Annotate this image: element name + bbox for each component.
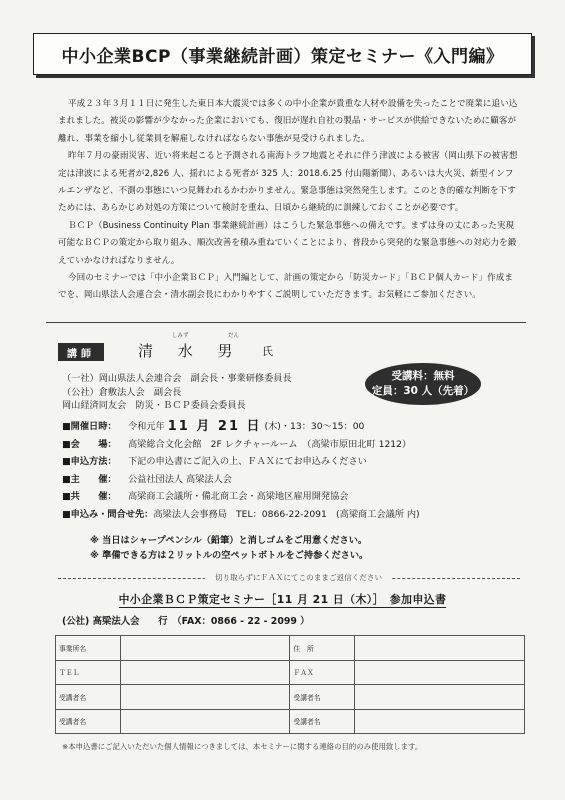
affiliation-line: 岡山経済同友会 防災・ＢＣＰ委員会委員長 [62, 400, 246, 412]
affiliation-line: （公社）倉敷法人会 副会長 [62, 386, 182, 398]
intro-paragraph: 昨年７月の豪雨災害、近い将来起こると予測される南海トラフ地震とそれに伴う津波による被害（岡山県下の被害想定は津波による死者が2,826 人、揺れによる死者が 325 人：2018.6.25 付山陽新聞）、あるいは大火災、新型インフルエンザなど、不測の事態にいつ見舞われるかわかりません。緊急事態は突然発生します。このとき的確な判断を下すためには、あらかじめ対処の方策について検討を重ね、日頃から継続的に訓練しておくことが必要です。 [58, 151, 518, 214]
venue-label: ■会 場： [62, 438, 117, 450]
form-row [56, 636, 525, 661]
attendee-name-field[interactable] [120, 709, 290, 734]
date-row [62, 418, 420, 436]
lecturer-badge: 講師 [58, 343, 104, 361]
affiliation-line: （一社）岡山県法人会連合会 副会長・事業研修委員長 [62, 373, 292, 384]
venue-value: 高梁総合文化会館 2F レクチャールーム （高梁市原田北町 1212） [128, 438, 412, 450]
contact-label: ■申込み・問合せ先： [62, 508, 154, 520]
contact-value: 高梁法人会事務局 TEL：0866-22-2091 (高梁商工会議所 内) [153, 508, 420, 520]
form-title-text: 中小企業ＢＣＰ策定セミナー［11 月 21 日（木）］ 参加申込書 [118, 593, 447, 606]
notes [90, 534, 368, 563]
tel-field[interactable] [120, 660, 290, 685]
lecturer-name: 清 水 男 [138, 342, 243, 360]
intro-paragraph: 今回のセミナーでは「中小企業ＢＣＰ」入門編として、計画の策定から「防災カード」「ＢＣＰ個人カード」作成までを、岡山県法人会連合会・清水副会長にわかりやすくご説明していただきます。お気軽にご参加ください。 [58, 273, 514, 301]
intro-text [58, 96, 520, 305]
note-line: ※ 準備できる方は２リットルの空ペットボトルをご持参ください。 [90, 549, 369, 561]
form-title [0, 592, 565, 607]
date-label: ■開催日時： [62, 421, 117, 432]
apply-label: ■申込方法： [62, 456, 117, 468]
form-field-label: 受講者名 [56, 709, 121, 734]
form-row [56, 660, 525, 685]
form-field-label: ＴＥＬ [56, 660, 121, 685]
divider [46, 322, 526, 323]
date-era: 令和元年 [128, 421, 165, 432]
event-details [62, 418, 420, 524]
host-row [62, 471, 420, 489]
date-main: 11 月 21 日 [167, 419, 262, 434]
apply-row [62, 453, 420, 471]
attendee-name-field[interactable] [355, 685, 525, 710]
host-value: 公益社団法人 高梁法人会 [128, 473, 232, 485]
cohost-row [62, 488, 420, 506]
form-field-label: 住 所 [290, 636, 355, 661]
venue-row [62, 436, 420, 454]
form-field-label: ＦＡＸ [290, 660, 355, 685]
lecturer-affiliations [62, 372, 292, 413]
cohost-value: 高梁商工会議所・備北商工会・高梁地区雇用開発協会 [128, 491, 349, 503]
capacity-text: 定員：30 人（先着） [371, 385, 475, 397]
fax-recipient: (公社) 高梁法人会 行 （FAX：0866 - 22 - 2099 ） [62, 616, 310, 627]
address-field[interactable] [355, 636, 525, 661]
application-form [55, 635, 525, 734]
lecturer-ruby: しみず [172, 333, 189, 339]
lecturer-ruby: だん [228, 333, 240, 339]
page-title: 中小企業BCP（事業継続計画）策定セミナー《入門編》 [33, 33, 532, 75]
form-field-label: 受講者名 [56, 685, 121, 710]
form-field-label: 事業所名 [56, 636, 121, 661]
host-label: ■主 催： [62, 473, 117, 485]
lecturer-honorific: 氏 [262, 345, 273, 358]
cohost-label: ■共 催： [62, 491, 117, 503]
privacy-note: ※本申込書にご記入いただいた個人情報につきましては、本セミナーに関する連絡の目的のみ使用致します。 [62, 742, 423, 751]
fee-text: 受講料：無料 [391, 370, 455, 382]
note-line: ※ 当日はシャープペンシル（鉛筆）と消しゴムをご用意ください。 [90, 535, 368, 546]
attendee-name-field[interactable] [120, 685, 290, 710]
form-row [56, 709, 525, 734]
form-field-label: 受講者名 [290, 709, 355, 734]
form-row [56, 685, 525, 710]
fax-field[interactable] [355, 660, 525, 685]
date-rest: (木)・13：30～15：00 [264, 421, 365, 432]
intro-paragraph: ＢＣＰ（Business Continuity Plan 事業継続計画）はこうした緊急事態への備えです。まずは身の丈にあった実現可能なＢＣＰの策定から取り組み、順次改善を積み重ねていくことにより、普段から突発的な緊急事態への対応力を鍛えていかなければなりません。 [58, 220, 517, 266]
form-field-label: 受講者名 [290, 685, 355, 710]
contact-row [62, 506, 420, 524]
fee-badge [365, 363, 481, 405]
attendee-name-field[interactable] [355, 709, 525, 734]
apply-value: 下記の申込書にご記入の上、ＦＡＸにてお申込みください [128, 456, 367, 468]
company-name-field[interactable] [120, 636, 290, 661]
cut-instruction: 切り取らずにＦＡＸにてこのままご返信ください [205, 572, 392, 583]
intro-paragraph: 平成２３年３月１１日に発生した東日本大震災では多くの中小企業が貴重な人材や設備を失ったことで廃業に追い込まれました。被災の影響が少なかった企業においても、復旧が遅れ自社の製品・サービスが供給できないために顧客が離れ、事業を縮小し従業員を解雇しなければならない事態が見受けられました。 [58, 99, 518, 144]
